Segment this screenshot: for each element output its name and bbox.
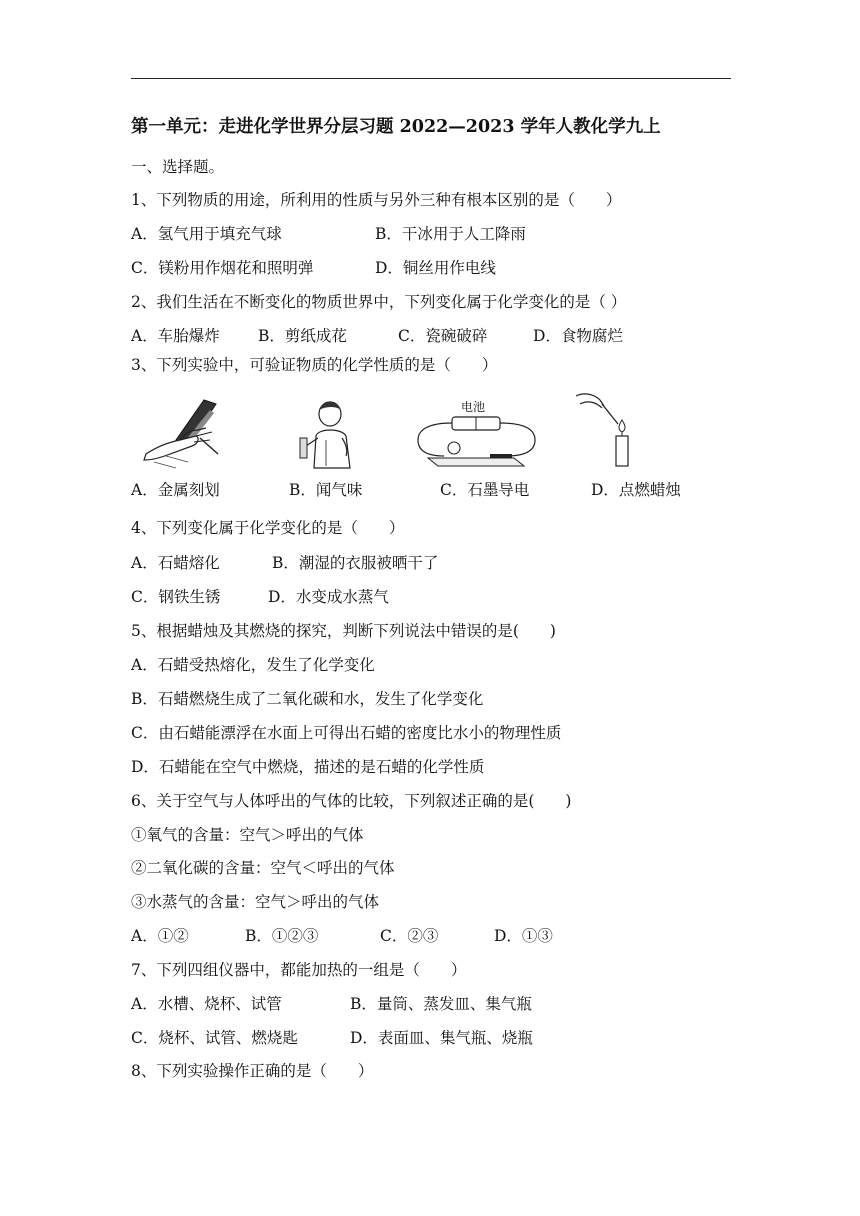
metal-scratching-figure xyxy=(140,396,225,470)
question-3-stem: 3、下列实验中，可验证物质的化学性质的是（ ） xyxy=(131,356,498,374)
q6-option-a: A．①② xyxy=(131,927,189,945)
question-1-stem: 1、下列物质的用途，所利用的性质与另外三种有根本区别的是（ ） xyxy=(131,191,622,209)
q1-option-c: C．镁粉用作烟花和照明弹 xyxy=(131,259,314,277)
q6-statement-1: ①氧气的含量：空气＞呼出的气体 xyxy=(131,826,364,844)
q6-option-c: C．②③ xyxy=(380,927,439,945)
q1-option-b: B．干冰用于人工降雨 xyxy=(375,225,526,243)
question-7-stem: 7、下列四组仪器中，都能加热的一组是（ ） xyxy=(131,961,467,979)
q4-option-b: B．潮湿的衣服被晒干了 xyxy=(272,554,439,572)
q2-option-b: B．剪纸成花 xyxy=(258,327,347,345)
q3-option-b: B．闻气味 xyxy=(289,481,363,499)
q4-option-a: A．石蜡熔化 xyxy=(131,554,220,572)
question-4-stem: 4、下列变化属于化学变化的是（ ） xyxy=(131,519,405,537)
q1-option-a: A．氢气用于填充气球 xyxy=(131,225,282,243)
q6-option-b: B．①②③ xyxy=(245,927,319,945)
q7-option-b: B．量筒、蒸发皿、集气瓶 xyxy=(350,995,532,1013)
q5-option-d: D．石蜡能在空气中燃烧，描述的是石蜡的化学性质 xyxy=(131,758,485,776)
document-title: 第一单元：走进化学世界分层习题 2022—2023 学年人教化学九上 xyxy=(131,117,661,137)
q3-option-a: A．金属刻划 xyxy=(131,481,220,499)
burning-candle-figure xyxy=(574,390,636,470)
q7-option-d: D．表面皿、集气瓶、烧瓶 xyxy=(350,1029,533,1047)
header-rule xyxy=(131,78,731,79)
q5-option-c: C．由石蜡能漂浮在水面上可得出石蜡的密度比水小的物理性质 xyxy=(131,724,562,742)
q4-option-c: C．钢铁生锈 xyxy=(131,588,221,606)
q6-statement-2: ②二氧化碳的含量：空气＜呼出的气体 xyxy=(131,859,395,877)
q7-option-a: A．水槽、烧杯、试管 xyxy=(131,995,282,1013)
section-heading: 一、选择题。 xyxy=(131,158,225,176)
graphite-conduction-figure xyxy=(414,398,539,470)
q3-option-d: D．点燃蜡烛 xyxy=(591,481,681,499)
q2-option-a: A．车胎爆炸 xyxy=(131,327,220,345)
question-8-stem: 8、下列实验操作正确的是（ ） xyxy=(131,1062,374,1080)
q6-option-d: D．①③ xyxy=(494,927,553,945)
question-2-stem: 2、我们生活在不断变化的物质世界中，下列变化属于化学变化的是（ ） xyxy=(131,293,627,311)
q1-option-d: D．铜丝用作电线 xyxy=(375,259,496,277)
question-5-stem: 5、根据蜡烛及其燃烧的探究，判断下列说法中错误的是( ) xyxy=(131,622,556,640)
q7-option-c: C．烧杯、试管、燃烧匙 xyxy=(131,1029,298,1047)
q2-option-c: C．瓷碗破碎 xyxy=(398,327,488,345)
q4-option-d: D．水变成水蒸气 xyxy=(268,588,389,606)
q5-option-b: B．石蜡燃烧生成了二氧化碳和水，发生了化学变化 xyxy=(131,690,484,708)
smelling-figure xyxy=(292,398,358,470)
question-6-stem: 6、关于空气与人体呼出的气体的比较，下列叙述正确的是( ) xyxy=(131,792,572,810)
q3-option-c: C．石墨导电 xyxy=(440,481,530,499)
q2-option-d: D．食物腐烂 xyxy=(533,327,623,345)
q5-option-a: A．石蜡受热熔化，发生了化学变化 xyxy=(131,656,375,674)
q6-statement-3: ③水蒸气的含量：空气＞呼出的气体 xyxy=(131,893,380,911)
battery-label: 电池 xyxy=(461,400,486,414)
